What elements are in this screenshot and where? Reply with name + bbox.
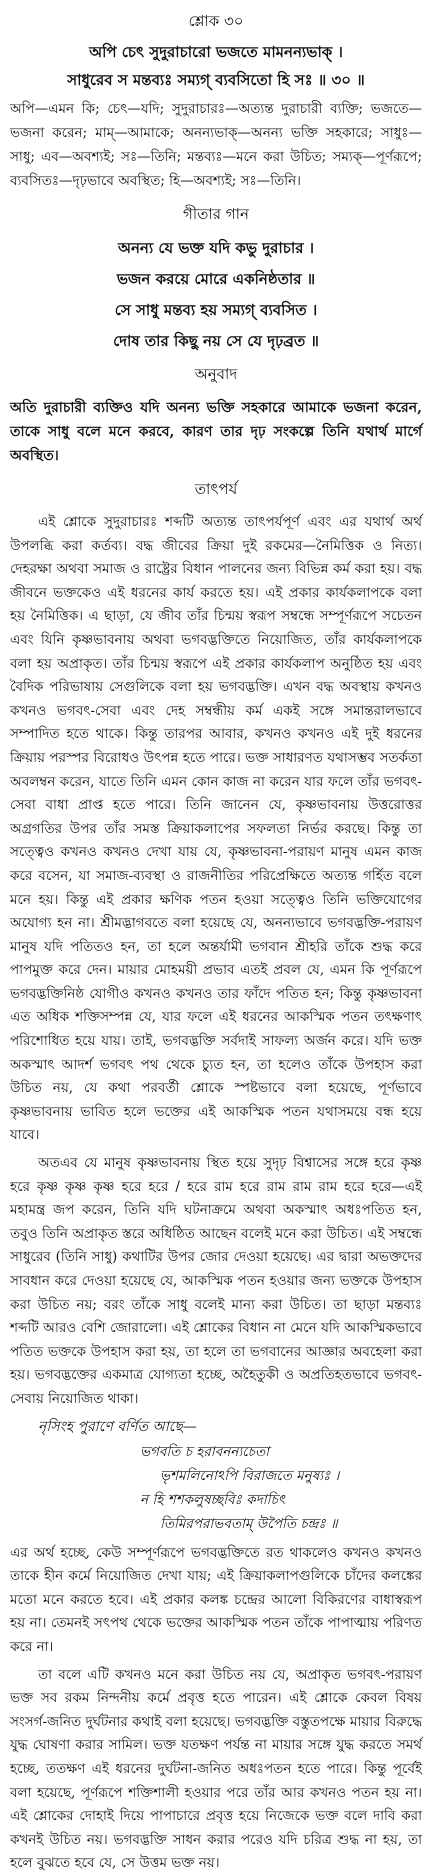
translation-heading: অনুবাদ [194, 365, 238, 383]
gita-gaan-line: অনন্য যে ভক্ত যদি কভু দুরাচার । [117, 239, 315, 257]
translation-text: অতি দুরাচারী ব্যক্তিও যদি অনন্য ভক্তি সহকারে আমাকে ভজনা করেন, তাকে সাধু বলে মনে করবে, কারণ তার দৃঢ় সংকল্পে তিনি যথার্থ মার্গে অবস্থিত। [10, 400, 422, 464]
quote-line: ভৃশমলিনোঽপি বিরাজতে মনুষ্যঃ । [160, 1467, 340, 1484]
gita-gaan-line: দোষ তার কিছু নয় সে যে দৃঢ়ব্রত ॥ [113, 332, 319, 350]
sanskrit-quote [10, 1440, 422, 1536]
quote-line: তিমিরপরাভবতাম্ উপৈতি চন্দ্রঃ ॥ [160, 1515, 338, 1532]
synonyms: অপি—এমন কি; চেৎ—যদি; সুদুরাচারঃ—অত্যন্ত দুরাচারী ব্যক্তি; ভজতে—ভজনা করেন; মাম্—আমাকে; অনন্যভাক্—অনন্য ভক্তি সহকারে; সাধুঃ—সাধু; এব—অবশ্যই; সঃ—তিনি; মন্তব্যঃ—মনে করা উচিত; সম্যক্—পূর্ণরূপে; ব্যবসিতঃ—দৃঢ়ভাবে অবস্থিত; হি—অবশ্যই; সঃ—তিনি। [10, 101, 422, 189]
purport-paragraph-4: তা বলে এটি কখনও মনে করা উচিত নয় যে, অপ্রাকৃত ভগবৎ-পরায়ণ ভক্ত সব রকম নিন্দনীয় কর্মে প্রবৃত্ত হতে পারেন। এই শ্লোকে কেবল বিষয় সংসর্গ-জনিত দুর্ঘটনার কথাই বলা হয়েছে। ভগবদ্ভক্তি বস্তুতপক্ষে মায়ার বিরুদ্ধে যুদ্ধ ঘোষণা করার সামিল। ভক্ত যতক্ষণ পর্যন্ত না মায়ার সঙ্গে যুদ্ধ করতে সমর্থ হচ্ছে, ততক্ষণ এই ধরনের দুর্ঘটনা-জনিত অধঃপতন হতে পারে। কিন্তু পূর্বেই বলা হয়েছে, পূর্ণরূপে শক্তিশালী হওয়ার পরে তাঁর আর কখনও পতন হয় না। এই শ্লোকের দোহাই দিয়ে পাপাচারে প্রবৃত্ত হয়ে নিজেকে ভক্ত বলে দাবি করা কখনই উচিত নয়। ভগবদ্ভক্তি সাধন করার পরেও যদি চরিত্র শুদ্ধ না হয়, তা হলে বুঝতে হবে যে, সে উত্তম ভক্ত নয়। [10, 1666, 422, 1872]
quote-line: ন হি শশকলুষচ্ছবিঃ কদাচিৎ [140, 1491, 285, 1508]
verse-line-2: সাধুরেব স মন্তব্যঃ সম্যগ্ ব্যবসিতো হি সঃ ॥ ৩০ ॥ [67, 71, 365, 89]
purport-paragraph-2: অতএব যে মানুষ কৃষ্ণভাবনায় স্থিত হয়ে সুদৃঢ় বিশ্বাসের সঙ্গে হরে কৃষ্ণ হরে কৃষ্ণ কৃষ্ণ কৃষ্ণ হরে হরে / হরে রাম হরে রাম রাম রাম হরে হরে—এই মহামন্ত্র জপ করেন, তিনি যদি ঘটনাক্রমে অথবা অকস্মাৎ অধঃপতিত হন, তবুও তিনি অপ্রাকৃত স্তরে অধিষ্ঠিত আছেন বলেই মনে করা উচিত। এই সম্বন্ধে সাধুরেব (তিনি সাধু) কথাটির উপর জোর দেওয়া হয়েছে। এর দ্বারা অভক্তদের সাবধান করে দেওয়া হয়েছে যে, আকস্মিক পতন হওয়ার জন্য ভক্তকে উপহাস করা উচিত নয়; বরং তাঁকে সাধু বলেই মান্য করা উচিত। তা ছাড়া মন্তব্যঃ শব্দটি আরও বেশি জোরালো। এই শ্লোকের বিধান না মেনে যদি আকস্মিকভাবে পতিত ভক্তকে উপহাস করা হয়, তা হলে তা ভগবানের আজ্ঞার অবহেলা করা হয়। ভগবদ্ভক্তের একমাত্র যোগ্যতা হচ্ছে, অহৈতুকী ও অপ্রতিহতভাবে ভগবৎ-সেবায় নিয়োজিত থাকা। [10, 1155, 422, 1407]
verse-line-1: অপি চেৎ সুদুরাচারো ভজতে মামনন্যভাক্ । [89, 43, 343, 61]
gita-gaan-verses [10, 236, 422, 353]
purport-heading: তাৎপর্য [194, 480, 238, 498]
quote-line: ভগবতি চ হরাবনন্যচেতা [140, 1443, 270, 1460]
quote-intro: নৃসিংহ পুরাণে বর্ণিত আছে— [38, 1418, 197, 1435]
gita-gaan-line: সে সাধু মন্তব্য হয় সম্যগ্ ব্যবসিত । [114, 301, 318, 319]
gita-gaan-heading: গীতার গান [183, 205, 249, 223]
verse-title: শ্লোক ৩০ [188, 12, 244, 30]
gita-gaan-line: ভজন করয়ে মোরে একনিষ্ঠতার ॥ [116, 270, 316, 288]
purport-paragraph-3: এর অর্থ হচ্ছে, কেউ সম্পূর্ণরূপে ভগবদ্ভক্তিতে রত থাকলেও কখনও কখনও তাকে হীন কর্মে নিয়োজিত দেখা যায়; এই ক্রিয়াকলাপগুলিকে চাঁদের কলঙ্কের মতো মনে করতে হবে। এই প্রকার কলঙ্ক চন্দ্রের আলো বিকিরণের বাধাস্বরূপ হয় না। তেমনই সৎপথ থেকে ভক্তের আকস্মিক পতন তাঁকে পাপাত্মায় পরিণত করে না। [10, 1544, 422, 1655]
purport-paragraph-1: এই শ্লোকে সুদুরাচারঃ শব্দটি অত্যন্ত তাৎপর্যপূর্ণ এবং এর যথার্থ অর্থ উপলব্ধি করা কর্তব্য। বদ্ধ জীবের ক্রিয়া দুই রকমের—নৈমিত্তিক ও নিত্য। দেহরক্ষা অথবা সমাজ ও রাষ্ট্রের বিধান পালনের জন্য বিভিন্ন কর্ম করা হয়। বদ্ধ জীবনে ভক্তকেও এই ধরনের কার্য করতে হয়। এই প্রকার কার্যকলাপকে বলা হয় নৈমিত্তিক। এ ছাড়া, যে জীব তাঁর চিন্ময় স্বরূপ সম্বন্ধে সম্পূর্ণরূপে সচেতন এবং যিনি কৃষ্ণভাবনায় অথবা ভগবদ্ভক্তিতে নিয়োজিত, তাঁর কার্যকলাপকে বলা হয় অপ্রাকৃত। তাঁর চিন্ময় স্বরূপে এই প্রকার কার্যকলাপ অনুষ্ঠিত হয় এবং বৈদিক পরিভাষায় সেগুলিকে বলা হয় ভগবদ্ভক্তি। এখন বদ্ধ অবস্থায় কখনও কখনও ভগবৎ-সেবা এবং দেহ সম্বন্ধীয় কর্ম একই সঙ্গে সমান্তরালভাবে সম্পাদিত হতে থাকে। কিন্তু তারপর আবার, কখনও কখনও এই দুই ধরনের ক্রিয়ায় পরস্পর বিরোধও উৎপন্ন হতে পারে। ভক্ত সাধারণত যথাসম্ভব সতর্কতা অবলম্বন করেন, যাতে তিনি এমন কোন কাজ না করেন যার ফলে তাঁর ভগবৎ-সেবা বাধা প্রাপ্ত হতে পারে। তিনি জানেন যে, কৃষ্ণভাবনায় উত্তরোত্তর অগ্রগতির উপর তাঁর সমস্ত ক্রিয়াকলাপের সফলতা নির্ভর করছে। কিন্তু তা সত্ত্বেও কখনও কখনও দেখা যায় যে, কৃষ্ণভাবনা-পরায়ণ মানুষ এমন কাজ করে বসেন, যা সমাজ-ব্যবস্থা ও রাজনীতির পরিপ্রেক্ষিতে অত্যন্ত গর্হিত বলে মনে হয়। কিন্তু এই প্রকার ক্ষণিক পতন হওয়া সত্ত্বেও তিনি ভক্তিযোগের অযোগ্য হন না। শ্রীমদ্ভাগবতে বলা হয়েছে যে, অনন্যভাবে ভগবদ্ভক্তি-পরায়ণ মানুষ যদি পতিতও হন, তা হলে অন্তর্যামী ভগবান শ্রীহরি তাঁকে শুদ্ধ করে পাপমুক্ত করে দেন। মায়ার মোহময়ী প্রভাব এতই প্রবল যে, এমন কি পূর্ণরূপে ভগবদ্ভক্তিনিষ্ঠ যোগীও কখনও কখনও তার ফাঁদে পতিত হন; কিন্তু কৃষ্ণভাবনা এত অধিক শক্তিসম্পন্ন যে, যার ফলে এই ধরনের আকস্মিক পতন তৎক্ষণাৎ পরিশোধিত হয়ে যায়। তাই, ভগবদ্ভক্তি সর্বদাই সাফল্য অর্জন করে। যদি ভক্ত অকস্মাৎ আদর্শ ভগবৎ পথ থেকে চ্যুত হন, তা হলেও তাঁকে উপহাস করা উচিত নয়, যে কথা পরবর্তী শ্লোকে স্পষ্টভাবে বলা হয়েছে, পূর্ণভাবে কৃষ্ণভাবনায় ভাবিত হলে ভক্তের এই আকস্মিক পতন যথাসময়ে বন্ধ হয়ে যাবে। [10, 514, 422, 1144]
